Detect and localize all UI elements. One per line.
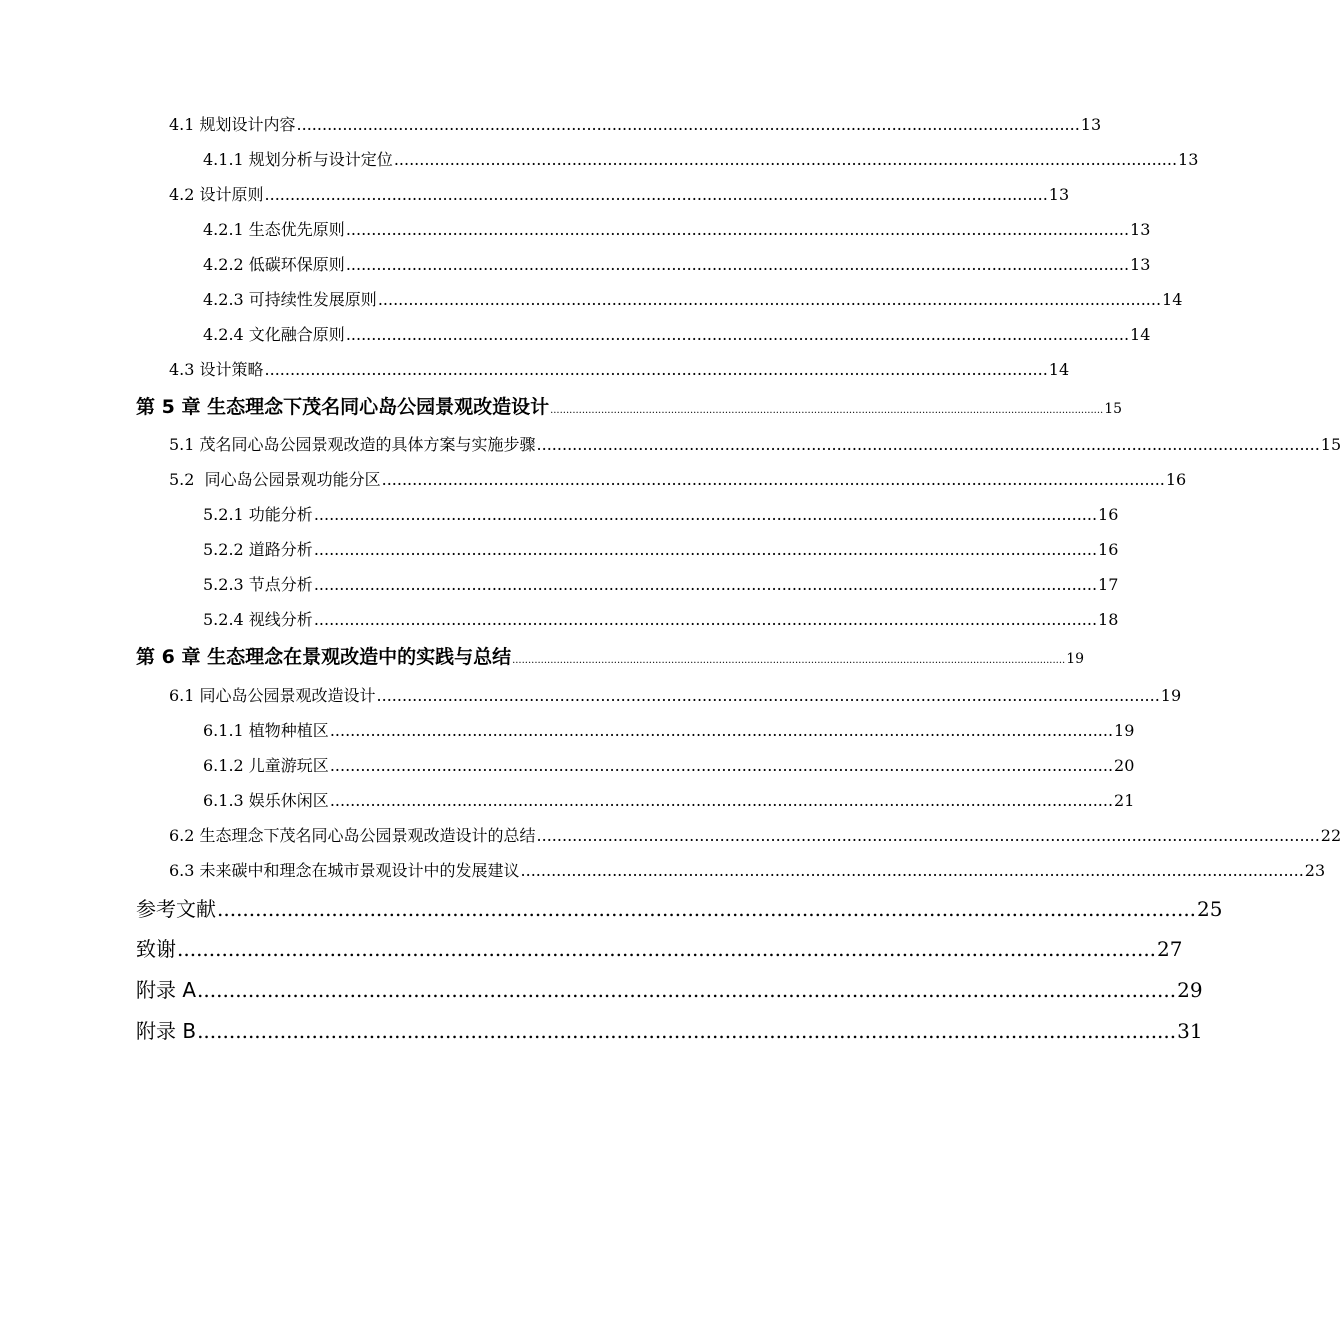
- toc-entry-label: 5.2 同心岛公园景观功能分区: [169, 470, 381, 489]
- toc-entry-label: 4.3 设计策略: [169, 360, 264, 379]
- toc-entry-label: 6.1.1 植物种植区: [203, 721, 329, 740]
- toc-entry-label: 4.2.2 低碳环保原则: [203, 255, 345, 274]
- toc-entry-5-2-3[interactable]: [203, 575, 1119, 594]
- toc-entry-label: 4.2.4 文化融合原则: [203, 325, 345, 344]
- toc-entry-4-2[interactable]: [169, 185, 1070, 204]
- leader-dots: ..........................................................................................................................................................: [197, 978, 1177, 1002]
- leader-dots: ..........................................................................................................................................................: [313, 575, 1098, 594]
- leader-dots: ..........................................................................................................................................................: [381, 470, 1165, 489]
- toc-entry-page: 16: [1165, 470, 1187, 489]
- toc-section-label: 致谢: [136, 937, 176, 961]
- leader-dots: ..........................................................................................................................................................: [264, 185, 1048, 204]
- toc-references[interactable]: [136, 897, 1223, 921]
- leader-dots: ..........................................................................................................................................................: [376, 686, 1160, 705]
- leader-dots: ..........................................................................................................................................................: [536, 435, 1320, 454]
- toc-entry-6-1-2[interactable]: [203, 756, 1135, 775]
- leader-dots: ..........................................................................................................................................................: [197, 1019, 1177, 1043]
- leader-dots: ..........................................................................................................................................................: [377, 290, 1162, 309]
- leader-dots: ..........................................................................................................................................................: [313, 505, 1098, 524]
- toc-appendix-b[interactable]: [136, 1019, 1203, 1043]
- toc-entry-page: 22: [1320, 826, 1341, 845]
- leader-dots: ..........................................................................................................................................................: [313, 610, 1098, 629]
- leader-dots: ..........................................................................................................................................................: [217, 897, 1197, 921]
- toc-entry-label: 5.1 茂名同心岛公园景观改造的具体方案与实施步骤: [169, 435, 536, 454]
- toc-section-page: 27: [1157, 937, 1183, 961]
- toc-entry-page: 13: [1130, 255, 1151, 274]
- toc-entry-page: 21: [1114, 791, 1135, 810]
- toc-entry-page: 14: [1048, 360, 1070, 379]
- toc-entry-page: 16: [1098, 505, 1119, 524]
- toc-entry-page: 23: [1304, 861, 1326, 880]
- toc-entry-4-2-2[interactable]: [203, 255, 1151, 274]
- toc-entry-page: 18: [1098, 610, 1119, 629]
- leader-dots: ..........................................................................................................................................................: [329, 721, 1114, 740]
- toc-entry-6-1-3[interactable]: [203, 791, 1135, 810]
- toc-entry-label: 6.1.3 娱乐休闲区: [203, 791, 329, 810]
- leader-dots: ..........................................................................................................................................................: [329, 756, 1114, 775]
- toc-entry-page: 13: [1130, 220, 1151, 239]
- toc-entry-page: 17: [1098, 575, 1119, 594]
- toc-entry-4-1-1[interactable]: [203, 150, 1199, 169]
- toc-acknowledgements[interactable]: [136, 937, 1183, 961]
- toc-entry-4-3[interactable]: [169, 360, 1070, 379]
- toc-entry-label: 4.2 设计原则: [169, 185, 264, 204]
- leader-dots: ..........................................................................................................................................................: [520, 861, 1304, 880]
- leader-dots: ..........................................................................................................................................................: [345, 255, 1130, 274]
- toc-entry-label: 5.2.1 功能分析: [203, 505, 313, 524]
- toc-entry-page: 13: [1048, 185, 1070, 204]
- toc-entry-4-2-3[interactable]: [203, 290, 1183, 309]
- leader-dots: ..........................................................................................................................................................: [313, 540, 1098, 559]
- toc-entry-label: 5.2.2 道路分析: [203, 540, 313, 559]
- leader-dots: ..........................................................................................................................................................: [296, 115, 1080, 134]
- toc-chapter-6[interactable]: [136, 646, 1085, 668]
- toc-entry-label: 6.1.2 儿童游玩区: [203, 756, 329, 775]
- toc-entry-5-2-4[interactable]: [203, 610, 1119, 629]
- toc-entry-page: 16: [1098, 540, 1119, 559]
- toc-entry-6-2[interactable]: [169, 826, 1341, 845]
- toc-entry-label: 6.3 未来碳中和理念在城市景观设计中的发展建议: [169, 861, 520, 880]
- toc-entry-label: 4.2.3 可持续性发展原则: [203, 290, 377, 309]
- toc-entry-label: 6.2 生态理念下茂名同心岛公园景观改造设计的总结: [169, 826, 536, 845]
- toc-entry-label: 4.2.1 生态优先原则: [203, 220, 345, 239]
- leader-dots: ..............................................................................................................................................................................: [550, 405, 1104, 416]
- toc-section-label: 参考文献: [136, 897, 216, 921]
- toc-entry-label: 6.1 同心岛公园景观改造设计: [169, 686, 376, 705]
- toc-section-label: 附录 B: [136, 1019, 197, 1043]
- toc-chapter-page: 19: [1066, 651, 1085, 667]
- toc-entry-page: 19: [1160, 686, 1182, 705]
- toc-entry-page: 13: [1080, 115, 1102, 134]
- toc-entry-5-2-2[interactable]: [203, 540, 1119, 559]
- toc-entry-label: 4.1 规划设计内容: [169, 115, 296, 134]
- toc-entry-5-2[interactable]: [169, 470, 1187, 489]
- toc-chapter-page: 15: [1104, 401, 1123, 417]
- toc-section-page: 25: [1197, 897, 1223, 921]
- leader-dots: ..............................................................................................................................................................................: [512, 655, 1066, 666]
- toc-section-page: 31: [1177, 1019, 1203, 1043]
- toc-entry-label: 5.2.3 节点分析: [203, 575, 313, 594]
- toc-chapter-5[interactable]: [136, 396, 1123, 418]
- leader-dots: ..........................................................................................................................................................: [177, 937, 1157, 961]
- toc-chapter-label: 第 5 章 生态理念下茂名同心岛公园景观改造设计: [136, 396, 550, 418]
- leader-dots: ..........................................................................................................................................................: [345, 220, 1130, 239]
- leader-dots: ..........................................................................................................................................................: [345, 325, 1130, 344]
- toc-chapter-label: 第 6 章 生态理念在景观改造中的实践与总结: [136, 646, 512, 668]
- toc-entry-page: 14: [1162, 290, 1183, 309]
- leader-dots: ..........................................................................................................................................................: [329, 791, 1114, 810]
- leader-dots: ..........................................................................................................................................................: [264, 360, 1048, 379]
- toc-entry-page: 19: [1114, 721, 1135, 740]
- toc-entry-page: 15: [1320, 435, 1341, 454]
- toc-entry-6-1-1[interactable]: [203, 721, 1135, 740]
- toc-appendix-a[interactable]: [136, 978, 1203, 1002]
- leader-dots: ..........................................................................................................................................................: [536, 826, 1320, 845]
- toc-entry-page: 13: [1178, 150, 1199, 169]
- toc-entry-page: 14: [1130, 325, 1151, 344]
- toc-section-page: 29: [1177, 978, 1203, 1002]
- toc-section-label: 附录 A: [136, 978, 197, 1002]
- toc-entry-label: 4.1.1 规划分析与设计定位: [203, 150, 393, 169]
- toc-entry-4-1[interactable]: [169, 115, 1102, 134]
- toc-entry-6-1[interactable]: [169, 686, 1182, 705]
- toc-entry-4-2-4[interactable]: [203, 325, 1151, 344]
- toc-entry-page: 20: [1114, 756, 1135, 775]
- toc-entry-5-2-1[interactable]: [203, 505, 1119, 524]
- toc-entry-5-1[interactable]: [169, 435, 1341, 454]
- toc-entry-6-3[interactable]: [169, 861, 1326, 880]
- toc-entry-label: 5.2.4 视线分析: [203, 610, 313, 629]
- leader-dots: ..........................................................................................................................................................: [393, 150, 1178, 169]
- toc-entry-4-2-1[interactable]: [203, 220, 1151, 239]
